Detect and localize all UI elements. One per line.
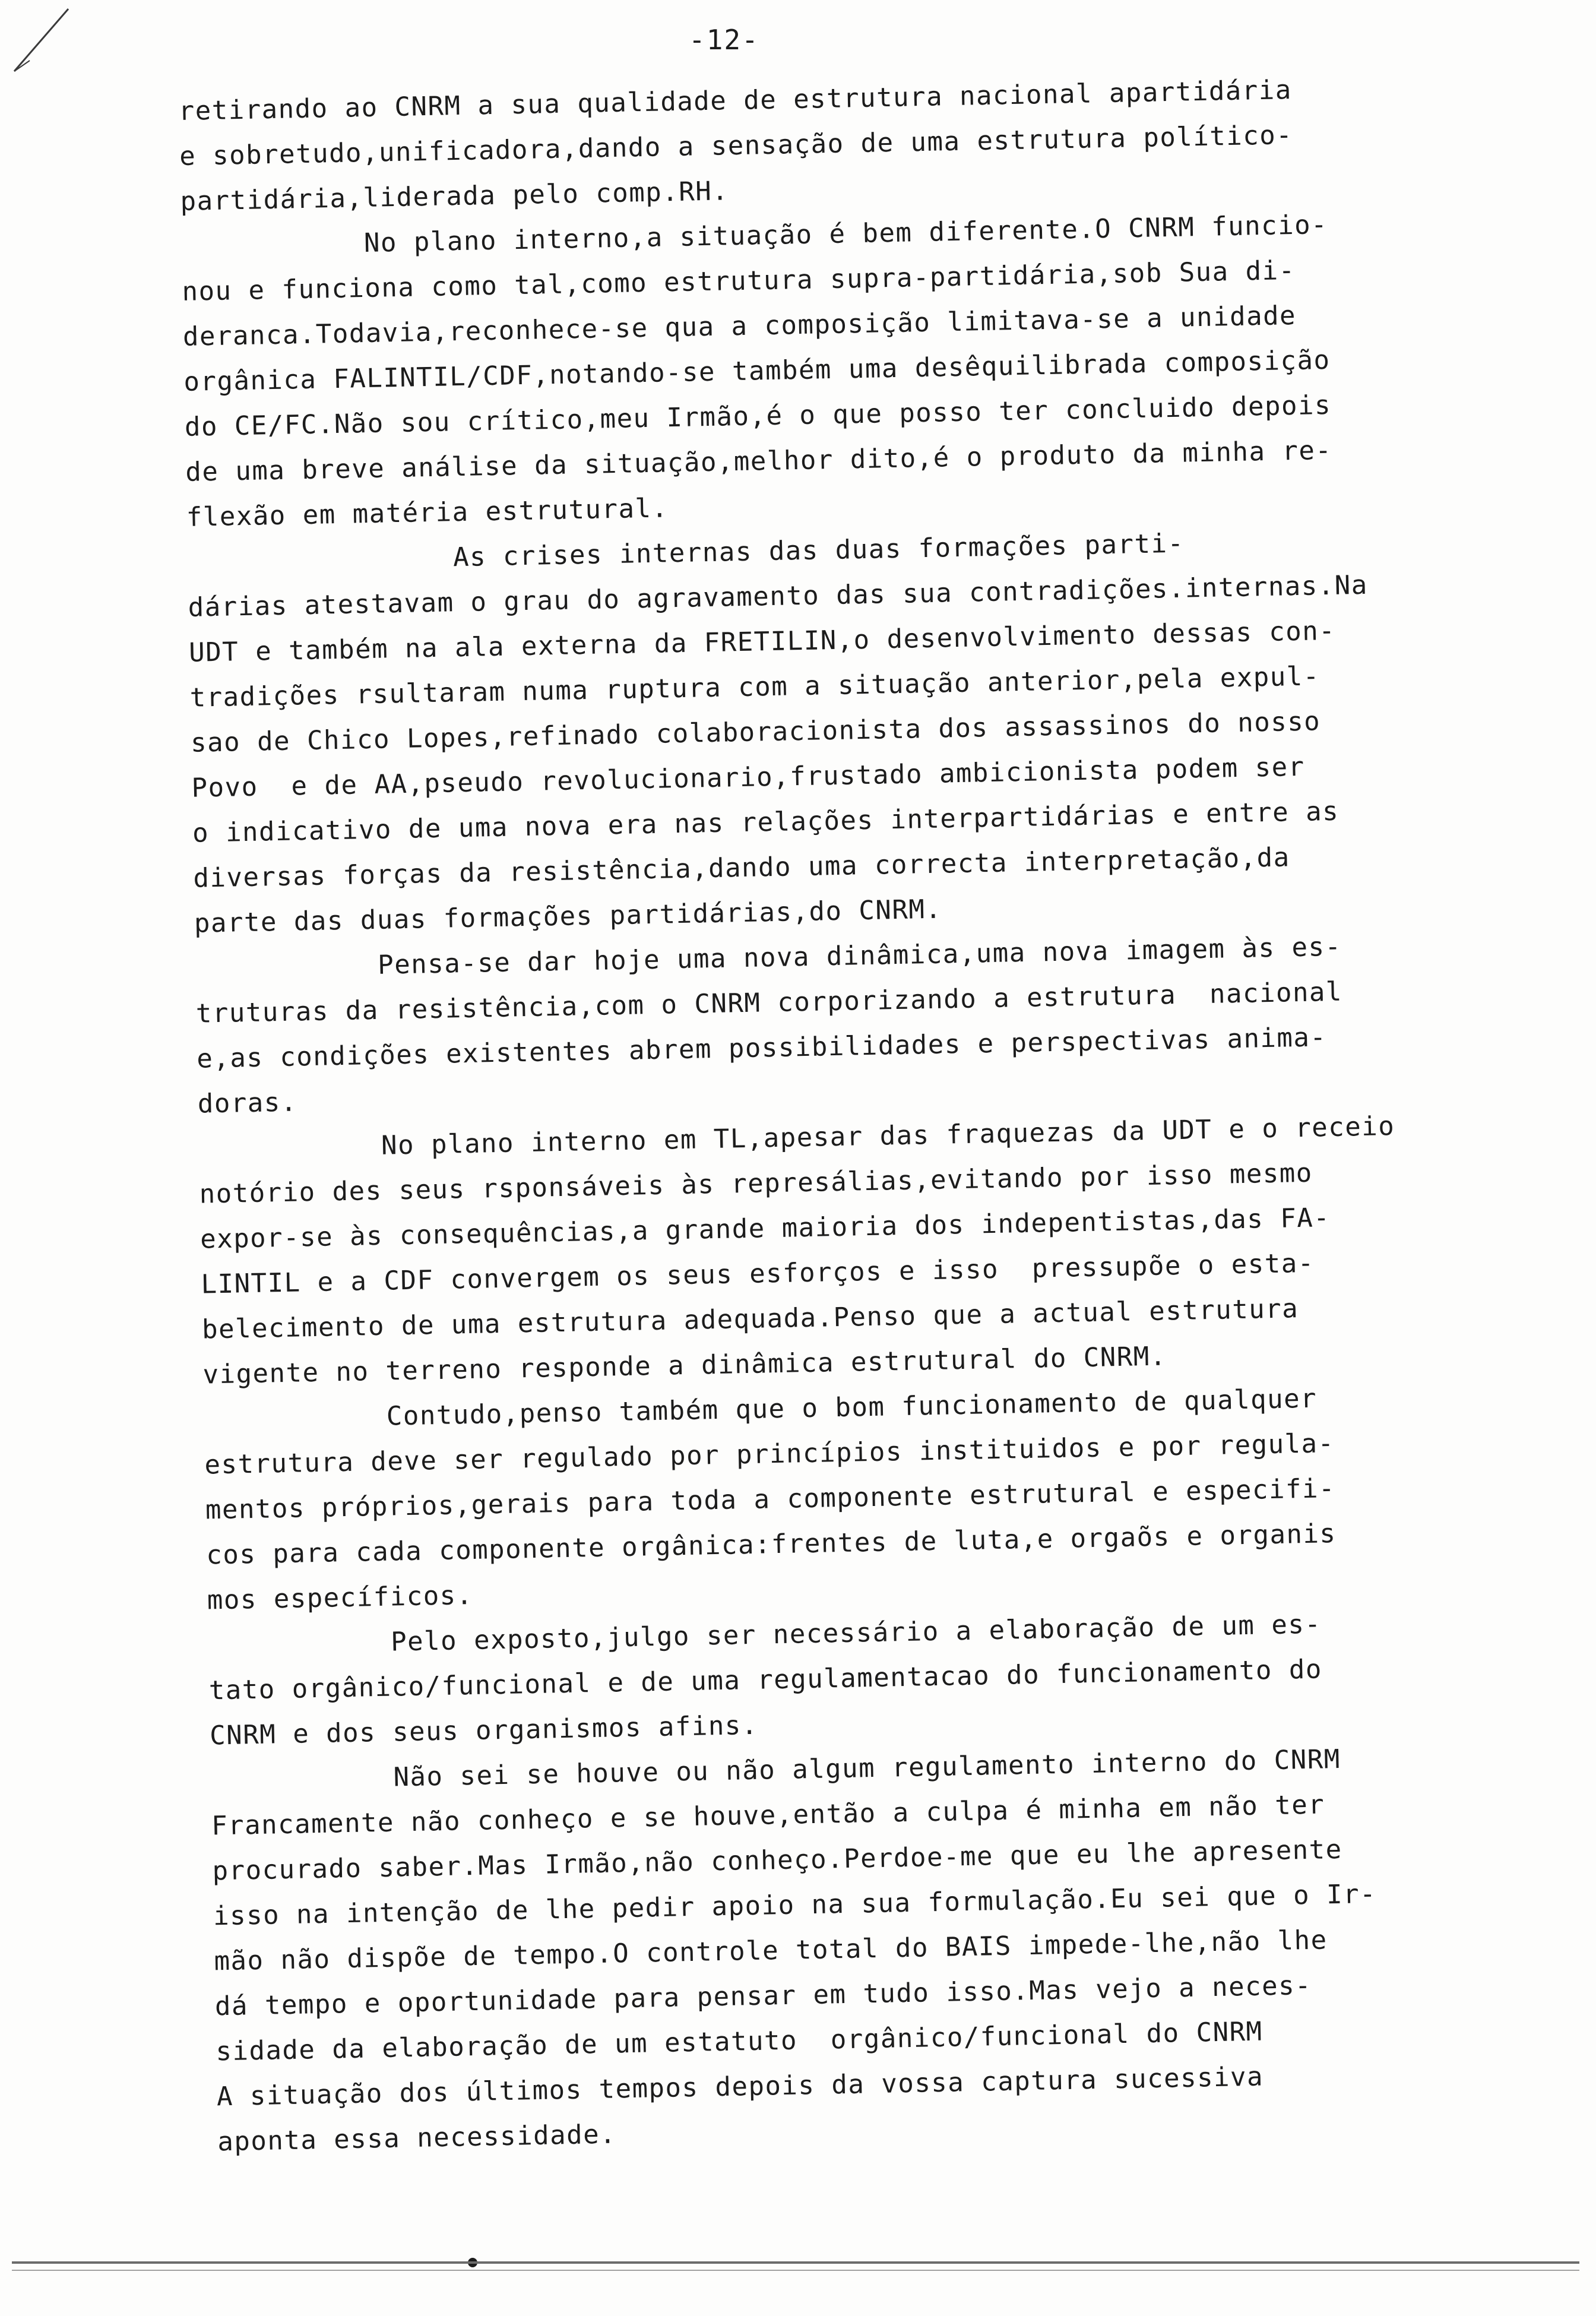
text-line: tradições rsultaram numa ruptura com a situação anterior,pela expul- xyxy=(189,661,1320,713)
text-line: e sobretudo,unificadora,dando a sensação de uma estrutura político- xyxy=(179,119,1293,172)
text-line: mentos próprios,gerais para toda a componente estrutural e especifi- xyxy=(205,1473,1336,1526)
text-line: cos para cada componente orgânica:frentes de luta,e orgaõs e organis xyxy=(205,1518,1337,1571)
text-line: deranca.Todavia,reconhece-se qua a composição limitava-se a unidade xyxy=(182,300,1297,352)
text-line: mão não dispõe de tempo.O controle total do BAIS impede-lhe,não lhe xyxy=(214,1925,1328,1977)
text-line: procurado saber.Mas Irmão,não conheço.Perdoe-me que eu lhe apresente xyxy=(212,1834,1343,1887)
text-line: A situação dos últimos tempos depois da vossa captura sucessiva xyxy=(216,2061,1264,2112)
text-line: No plano interno em TL,apesar das fraquezas da UDT e o receio xyxy=(198,1110,1395,1165)
text-line: dárias atestavam o grau do agravamento das sua contradições.internas.Na xyxy=(188,569,1369,623)
text-line: sao de Chico Lopes,refinado colaboracionista dos assassinos do nosso xyxy=(190,706,1321,758)
text-line: do CE/FC.Não sou crítico,meu Irmão,é o que posso ter concluido depois xyxy=(184,390,1332,442)
text-line: Pensa-se dar hoje uma nova dinâmica,uma nova imagem às es- xyxy=(194,931,1342,984)
text-line: orgânica FALINTIL/CDF,notando-se também uma desêquilibrada composição xyxy=(183,344,1331,397)
text-line: parte das duas formações partidárias,do CNRM. xyxy=(194,894,942,939)
text-line: UDT e também na ala externa da FRETILIN,o desenvolvimento dessas con- xyxy=(188,615,1336,668)
corner-pen-mark xyxy=(12,6,83,77)
text-line: Pelo exposto,julgo ser necessário a elaboração de um es- xyxy=(207,1609,1322,1661)
text-line: mos específicos. xyxy=(207,1580,474,1616)
text-line: isso na intenção de lhe pedir apoio na sua formulação.Eu sei que o Ir- xyxy=(213,1878,1377,1932)
text-line: tato orgânico/funcional e de uma regulamentacao do funcionamento do xyxy=(208,1654,1323,1706)
text-line: dá tempo e oportunidade para pensar em tudo isso.Mas vejo a neces- xyxy=(214,1970,1312,2022)
text-line: expor-se às consequências,a grande maioria dos indepentistas,das FA- xyxy=(200,1203,1331,1255)
text-line: notório des seus rsponsáveis às represálias,evitando por isso mesmo xyxy=(199,1157,1313,1210)
text-line: Povo e de AA,pseudo revolucionario,frustado ambicionista podem ser xyxy=(191,751,1306,803)
text-line: LINTIL e a CDF convergem os seus esforços e isso pressupõe o esta- xyxy=(201,1248,1315,1300)
text-line: Não sei se houve ou não algum regulamento interno do CNRM xyxy=(210,1744,1341,1796)
text-line: partidária,liderada pelo comp.RH. xyxy=(180,176,729,217)
bottom-rule xyxy=(12,2261,1579,2264)
text-line: e,as condições existentes abrem possibilidades e perspectivas anima- xyxy=(196,1022,1327,1074)
typed-letter-body xyxy=(178,65,1477,2165)
text-line: vigente no terreno responde a dinâmica estrutural do CNRM. xyxy=(202,1341,1167,1390)
text-line: CNRM e dos seus organismos afins. xyxy=(209,1710,759,1751)
text-line: belecimento de uma estrutura adequada.Penso que a actual estrutura xyxy=(201,1293,1299,1345)
text-line: nou e funciona como tal,como estrutura supra-partidária,sob Sua di- xyxy=(182,255,1296,307)
text-line: flexão em matéria estrutural. xyxy=(186,493,669,533)
page-number: -12- xyxy=(689,24,759,56)
text-line: retirando ao CNRM a sua qualidade de estrutura nacional apartidária xyxy=(178,74,1293,126)
text-line: aponta essa necessidade. xyxy=(217,2119,617,2157)
text-line: Contudo,penso também que o bom funcionamento de qualquer xyxy=(203,1383,1318,1435)
text-line: o indicativo de uma nova era nas relações interpartidárias e entre as xyxy=(192,796,1340,849)
text-line: No plano interno,a situação é bem diferente.O CNRM funcio- xyxy=(180,209,1328,262)
text-line: truturas da resistência,com o CNRM corporizando a estrutura nacional xyxy=(195,976,1343,1029)
text-line: As crises internas das duas formações parti- xyxy=(186,528,1185,578)
text-line: diversas forças da resistência,dando uma correcta interpretação,da xyxy=(193,842,1291,894)
text-line: estrutura deve ser regulado por princípios instituidos e por regula- xyxy=(204,1428,1335,1480)
bottom-rule-secondary xyxy=(12,2270,1579,2271)
text-line: doras. xyxy=(197,1087,298,1119)
text-line: de uma breve análise da situação,melhor dito,é o produto da minha re- xyxy=(185,435,1332,488)
text-line: sidade da elaboração de um estatuto orgânico/funcional do CNRM xyxy=(215,2016,1264,2067)
text-line: Francamente não conheço e se houve,então a culpa é minha em não ter xyxy=(211,1789,1325,1842)
